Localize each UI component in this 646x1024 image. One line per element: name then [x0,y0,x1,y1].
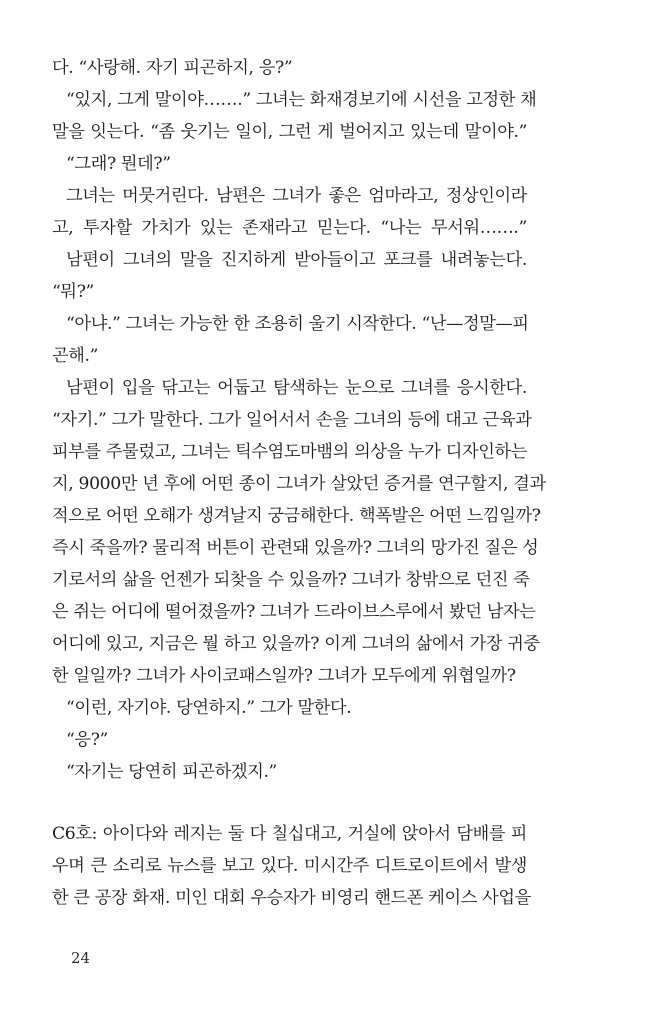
body-text [52,52,546,914]
text-line: 기로서의 삶을 언젠가 되찾을 수 있을까? 그녀가 창밖으로 던진 죽 [52,570,530,590]
text-line: 지, 9000만 년 후에 어떤 종이 그녀가 살았던 증거를 연구할지, 결과 [52,474,546,494]
text-line: C6호: 아이다와 레지는 둘 다 칠십대고, 거실에 앉아서 담배를 피 [52,824,527,844]
text-line: 한 큰 공장 화재. 미인 대회 우승자가 비영리 핸드폰 케이스 사업을 [52,888,531,908]
text-line: 말을 잇는다. “좀 웃기는 일이, 그런 게 벌어지고 있는데 말이야.” [52,122,527,142]
text-line: 어디에 있고, 지금은 뭘 하고 있을까? 이게 그녀의 삶에서 가장 귀중 [52,634,540,654]
page-number: 24 [71,949,91,967]
text-line: 곤해.” [52,346,99,366]
text-line: 적으로 어떤 오해가 생겨날지 궁금해한다. 핵폭발은 어떤 느낌일까? [52,506,541,526]
text-line: “있지, 그게 말이야…….” 그녀는 화재경보기에 시선을 고정한 채 [66,90,537,110]
text-line: “아냐.” 그녀는 가능한 한 조용히 울기 시작한다. “난—정말—피 [66,314,529,334]
text-line: “자기는 당연히 피곤하겠지.” [66,762,277,782]
text-line: 은 쥐는 어디에 떨어졌을까? 그녀가 드라이브스루에서 봤던 남자는 [52,602,536,622]
text-line: 고, 투자할 가치가 있는 존재라고 믿는다. “나는 무서워…….” [52,218,527,238]
text-line: “이런, 자기야. 당연하지.” 그가 말한다. [66,698,352,718]
text-line: “자기.” 그가 말한다. 그가 일어서서 손을 그녀의 등에 대고 근육과 [52,410,532,430]
text-line: 우며 큰 소리로 뉴스를 보고 있다. 미시간주 디트로이트에서 발생 [52,856,527,876]
text-line: “뭐?” [52,282,94,302]
text-line: 그녀는 머뭇거린다. 남편은 그녀가 좋은 엄마라고, 정상인이라 [66,186,527,206]
text-line: “응?” [66,730,108,750]
text-line: 남편이 입을 닦고는 어둡고 탐색하는 눈으로 그녀를 응시한다. [66,378,527,398]
text-line: 다. “사랑해. 자기 피곤하지, 응?” [52,58,293,78]
text-line: 한 일일까? 그녀가 사이코패스일까? 그녀가 모두에게 위협일까? [52,666,516,686]
section-break [52,788,527,818]
text-line: 남편이 그녀의 말을 진지하게 받아들이고 포크를 내려놓는다. [66,250,527,270]
text-line: 피부를 주물렀고, 그녀는 틱수염도마뱀의 의상을 누가 디자인하는 [52,442,527,462]
text-line: “그래? 뭔데?” [66,154,171,174]
text-line: 즉시 죽을까? 물리적 버튼이 관련돼 있을까? 그녀의 망가진 질은 성 [52,538,539,558]
